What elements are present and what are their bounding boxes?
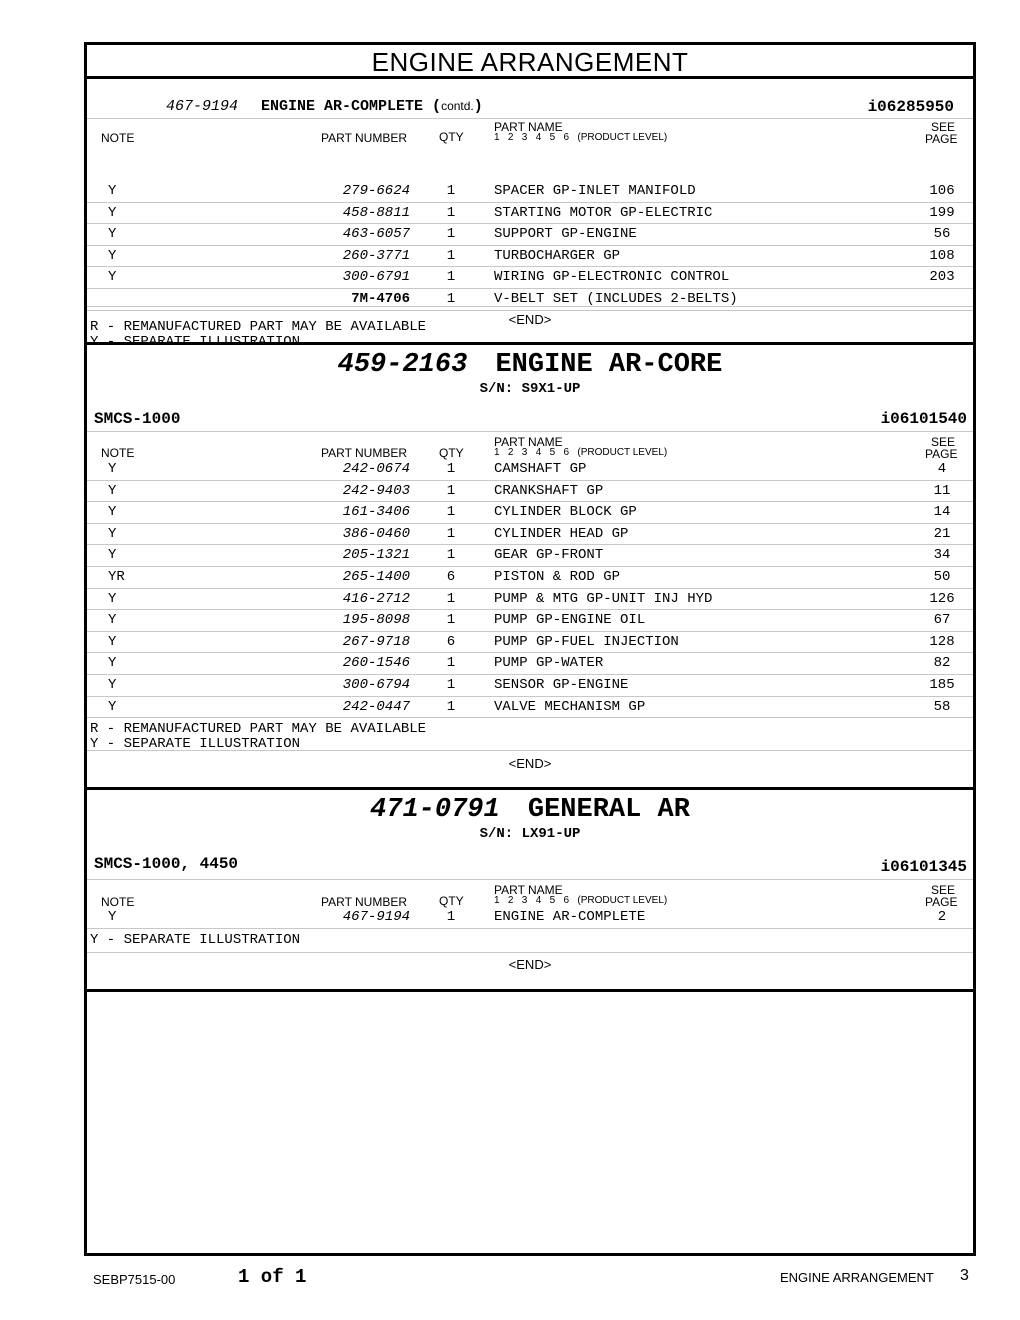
part-number-cell[interactable]: 267-9718	[342, 633, 410, 650]
qty-cell: 1	[446, 677, 456, 693]
see-page-cell[interactable]: 128	[929, 633, 955, 650]
part-name-cell: PUMP GP-ENGINE OIL	[494, 612, 646, 629]
qty-cell: 1	[446, 482, 456, 499]
smcs-code: SMCS-1000	[94, 410, 181, 428]
assembly-name: GENERAL AR	[527, 795, 690, 825]
part-name-cell: SENSOR GP-ENGINE	[494, 677, 629, 693]
note-cell: Y	[108, 461, 117, 477]
row-divider	[87, 523, 973, 524]
qty-cell: 1	[446, 204, 456, 221]
note-cell: Y	[108, 226, 117, 243]
part-number-cell[interactable]: 265-1400	[342, 569, 410, 585]
row-divider	[87, 588, 973, 589]
col-see: SEE	[931, 120, 956, 134]
part-name-cell: SPACER GP-INLET MANIFOLD	[494, 183, 696, 199]
qty-cell: 1	[446, 612, 456, 629]
footnote-r: R - REMANUFACTURED PART MAY BE AVAILABLE	[90, 319, 427, 335]
part-number-cell[interactable]: 467-9194	[342, 909, 410, 925]
part-number-cell[interactable]: 300-6791	[342, 269, 410, 286]
page-header: ENGINE ARRANGEMENT	[87, 45, 973, 79]
end-marker: <END>	[508, 957, 552, 972]
part-name-cell: VALVE MECHANISM GP	[494, 698, 646, 715]
part-number-cell[interactable]: 205-1321	[342, 547, 410, 564]
assembly-name: ENGINE AR-CORE	[495, 350, 723, 380]
footnote-y: Y - SEPARATE ILLUSTRATION	[90, 334, 301, 350]
col-part-number: PART NUMBER	[321, 446, 408, 460]
col-part-number: PART NUMBER	[321, 131, 408, 145]
divider	[87, 431, 973, 432]
note-cell: Y	[108, 655, 117, 672]
part-number-cell[interactable]: 279-6624	[342, 183, 410, 199]
see-page-cell[interactable]: 21	[933, 525, 951, 542]
qty-cell: 1	[446, 461, 456, 477]
qty-cell: 1	[446, 183, 456, 199]
row-divider	[87, 310, 973, 311]
assembly-name-close: )	[473, 98, 483, 115]
qty-cell: 1	[446, 909, 456, 925]
footer-page-number: 3	[960, 1267, 969, 1284]
see-page-cell[interactable]: 185	[929, 677, 955, 693]
col-qty: QTY	[439, 130, 464, 144]
col-page: PAGE	[925, 895, 958, 909]
qty-cell: 1	[446, 698, 456, 715]
note-cell: YR	[108, 569, 125, 585]
see-page-cell[interactable]: 108	[929, 247, 955, 264]
assembly-part-number[interactable]: 459-2163	[337, 350, 468, 380]
row-divider	[87, 674, 973, 675]
see-page-cell[interactable]: 58	[933, 698, 951, 715]
part-number-cell[interactable]: 416-2712	[342, 590, 410, 607]
footnote-y: Y - SEPARATE ILLUSTRATION	[90, 736, 301, 752]
see-page-cell[interactable]: 126	[929, 590, 955, 607]
qty-cell: 1	[446, 247, 456, 264]
smcs-code: SMCS-1000, 4450	[94, 855, 239, 873]
part-name-cell: PUMP GP-WATER	[494, 655, 604, 672]
col-see: SEE	[931, 883, 956, 897]
see-page-cell[interactable]: 56	[933, 226, 951, 243]
see-page-cell[interactable]: 50	[933, 569, 951, 585]
part-name-cell: PISTON & ROD GP	[494, 569, 621, 585]
assembly-name: ENGINE AR-COMPLETE (	[261, 98, 442, 115]
row-divider	[87, 652, 973, 653]
part-name-cell: ENGINE AR-COMPLETE	[494, 909, 646, 925]
note-cell: Y	[108, 269, 117, 286]
see-page-cell[interactable]: 203	[929, 269, 955, 286]
part-name-cell: V-BELT SET (INCLUDES 2-BELTS)	[494, 291, 738, 307]
footnote-y: Y - SEPARATE ILLUSTRATION	[90, 932, 301, 948]
part-name-cell: CYLINDER BLOCK GP	[494, 504, 637, 521]
row-divider	[87, 696, 973, 697]
see-page-cell[interactable]: 199	[929, 204, 955, 221]
row-divider	[87, 609, 973, 610]
section-separator	[87, 989, 973, 992]
part-number-cell[interactable]: 242-9403	[342, 482, 410, 499]
note-cell: Y	[108, 612, 117, 629]
qty-cell: 6	[446, 569, 456, 585]
col-part-name: PART NAME	[494, 883, 563, 897]
part-number-cell[interactable]: 161-3406	[342, 504, 410, 521]
see-page-cell[interactable]: 14	[933, 504, 951, 521]
assembly-part-number[interactable]: 471-0791	[370, 795, 500, 825]
assembly-part-number[interactable]: 467-9194	[166, 98, 239, 115]
col-part-name: PART NAME	[494, 120, 563, 134]
col-note: NOTE	[101, 131, 135, 145]
serial-number: S/N: S9X1-UP	[479, 381, 581, 397]
note-cell: Y	[108, 525, 117, 542]
illustration-id: i06285950	[867, 98, 954, 116]
qty-cell: 1	[446, 590, 456, 607]
note-cell: Y	[108, 547, 117, 564]
note-cell: Y	[108, 204, 117, 221]
qty-cell: 1	[446, 525, 456, 542]
qty-cell: 6	[446, 633, 456, 650]
end-marker: <END>	[508, 756, 552, 771]
divider	[87, 306, 973, 307]
row-divider	[87, 631, 973, 632]
col-qty: QTY	[439, 446, 464, 460]
part-name-cell: STARTING MOTOR GP-ELECTRIC	[494, 204, 713, 221]
see-page-cell[interactable]: 82	[933, 655, 951, 672]
note-cell: Y	[108, 677, 117, 693]
row-divider	[87, 480, 973, 481]
qty-cell: 1	[446, 504, 456, 521]
divider	[87, 118, 973, 119]
part-number-cell[interactable]: 386-0460	[342, 525, 410, 542]
divider	[87, 879, 973, 880]
row-divider	[87, 202, 973, 203]
row-divider	[87, 501, 973, 502]
see-page-cell[interactable]: 2	[937, 909, 947, 925]
part-number-cell[interactable]: 458-8811	[342, 204, 410, 221]
part-name-cell: CYLINDER HEAD GP	[494, 525, 629, 542]
note-cell: Y	[108, 504, 117, 521]
contd-label: contd.	[441, 99, 474, 113]
illustration-id: i06101345	[880, 858, 967, 876]
see-page-cell[interactable]: 4	[937, 461, 947, 477]
section-title	[166, 98, 483, 115]
note-cell: Y	[108, 698, 117, 715]
part-number-cell[interactable]: 7M-4706	[351, 291, 410, 307]
section-title	[87, 350, 973, 380]
page-frame	[84, 42, 976, 1256]
col-product-level: 1 2 3 4 5 6 (PRODUCT LEVEL)	[494, 447, 668, 458]
qty-cell: 1	[446, 655, 456, 672]
see-page-cell[interactable]: 11	[933, 482, 951, 499]
section-separator	[87, 342, 973, 345]
col-product-level: 1 2 3 4 5 6 (PRODUCT LEVEL)	[494, 895, 668, 906]
note-cell: Y	[108, 482, 117, 499]
qty-cell: 1	[446, 291, 456, 307]
col-part-name: PART NAME	[494, 435, 563, 449]
part-name-cell: SUPPORT GP-ENGINE	[494, 226, 637, 243]
part-name-cell: PUMP GP-FUEL INJECTION	[494, 633, 679, 650]
row-divider	[87, 544, 973, 545]
illustration-id: i06101540	[880, 410, 967, 428]
part-name-cell: WIRING GP-ELECTRONIC CONTROL	[494, 269, 730, 286]
section-separator	[87, 787, 973, 790]
part-number-cell[interactable]: 242-0447	[342, 698, 410, 715]
part-number-cell[interactable]: 195-8098	[342, 612, 410, 629]
footer-page-of: 1 of 1	[238, 1266, 307, 1288]
divider	[87, 952, 973, 953]
divider	[87, 750, 973, 751]
col-part-number: PART NUMBER	[321, 895, 408, 909]
part-number-cell[interactable]: 242-0674	[342, 461, 410, 477]
part-name-cell: TURBOCHARGER GP	[494, 247, 621, 264]
note-cell: Y	[108, 909, 117, 925]
part-name-cell: CRANKSHAFT GP	[494, 482, 604, 499]
col-page: PAGE	[925, 447, 958, 461]
col-product-level: 1 2 3 4 5 6 (PRODUCT LEVEL)	[494, 132, 668, 143]
footnote-r: R - REMANUFACTURED PART MAY BE AVAILABLE	[90, 721, 427, 737]
col-see: SEE	[931, 435, 956, 449]
footer-doc-number: SEBP7515-00	[93, 1272, 176, 1287]
row-divider	[87, 223, 973, 224]
part-number-cell[interactable]: 300-6794	[342, 677, 410, 693]
part-name-cell: PUMP & MTG GP-UNIT INJ HYD	[494, 590, 713, 607]
row-divider	[87, 566, 973, 567]
see-page-cell[interactable]: 106	[929, 183, 955, 199]
section-title	[87, 795, 973, 825]
note-cell: Y	[108, 590, 117, 607]
see-page-cell[interactable]: 67	[933, 612, 951, 629]
col-page: PAGE	[925, 132, 958, 146]
row-divider	[87, 245, 973, 246]
end-marker: <END>	[508, 312, 552, 327]
part-number-cell[interactable]: 463-6057	[342, 226, 410, 243]
part-name-cell: CAMSHAFT GP	[494, 461, 587, 477]
row-divider	[87, 928, 973, 929]
note-cell: Y	[108, 633, 117, 650]
part-number-cell[interactable]: 260-1546	[342, 655, 410, 672]
part-number-cell[interactable]: 260-3771	[342, 247, 410, 264]
row-divider	[87, 288, 973, 289]
part-name-cell: GEAR GP-FRONT	[494, 547, 604, 564]
qty-cell: 1	[446, 547, 456, 564]
serial-number: S/N: LX91-UP	[479, 826, 581, 842]
qty-cell: 1	[446, 226, 456, 243]
footer-section: ENGINE ARRANGEMENT	[780, 1270, 934, 1285]
col-note: NOTE	[101, 895, 135, 909]
qty-cell: 1	[446, 269, 456, 286]
row-divider	[87, 717, 973, 718]
note-cell: Y	[108, 183, 117, 199]
note-cell: Y	[108, 247, 117, 264]
col-qty: QTY	[439, 894, 464, 908]
row-divider	[87, 266, 973, 267]
see-page-cell[interactable]: 34	[933, 547, 951, 564]
col-note: NOTE	[101, 446, 135, 460]
